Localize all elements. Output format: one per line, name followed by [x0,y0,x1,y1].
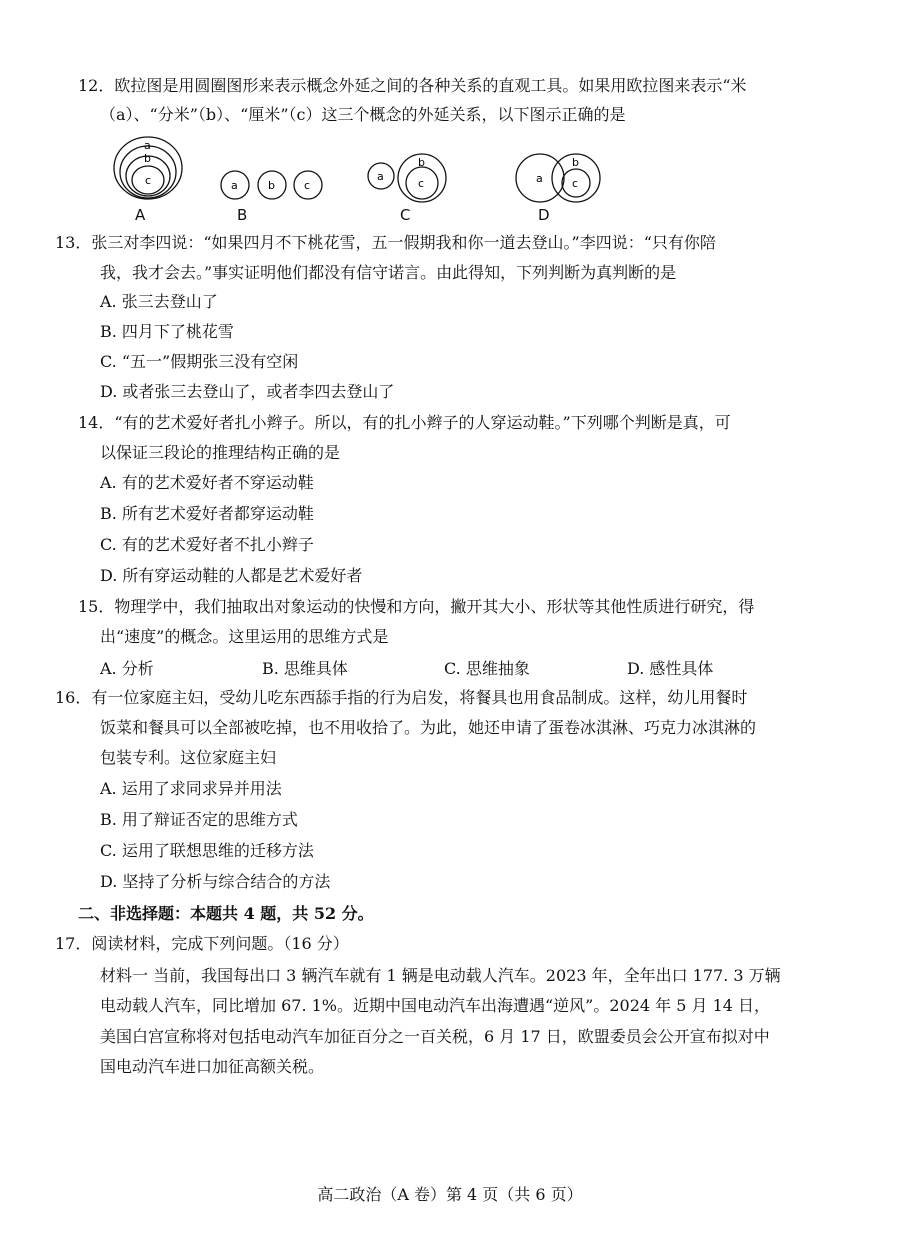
euler-diagram-c [366,150,452,204]
svg-text:a: a [231,179,238,192]
q13-stem-line2: 我，我才会去。”事实证明他们都没有信守诺言。由此得知，下列判断为真判断的是 [100,263,677,282]
q16-option-b: B. 用了辩证否定的思维方式 [100,810,298,829]
q15-option-c: C. 思维抽象 [444,659,530,678]
circle-label-a: a [144,139,151,152]
euler-diagram-b [218,168,326,202]
q17-stem: 17．阅读材料，完成下列问题。（16 分） [55,934,349,953]
q13-stem-line1: 13．张三对李四说：“如果四月不下桃花雪，五一假期我和你一道去登山。”李四说：“只有你陪 [55,233,716,252]
circle-label-c: c [145,174,152,187]
q16-option-d: D. 坚持了分析与综合结合的方法 [100,872,331,891]
q17-material1-line4: 国电动汽车进口加征高额关税。 [100,1057,325,1076]
q15-stem-line1: 15．物理学中，我们抽取出对象运动的快慢和方向，撇开其大小、形状等其他性质进行研究，得 [78,597,755,616]
q12-stem-line2: （a）、“分米”（b）、“厘米”（c）这三个概念的外延关系，以下图示正确的是 [100,105,626,124]
q16-stem-line2: 饭菜和餐具可以全部被吃掉，也不用收拾了。为此，她还申请了蛋卷冰淇淋、巧克力冰淇淋的 [100,718,757,737]
q17-material1-line3: 美国白宫宣称将对包括电动汽车加征百分之一百关税，6 月 17 日，欧盟委员会公开宣布拟对中 [100,1027,770,1046]
q15-option-a: A. 分析 [100,659,154,678]
q13-option-c: C. “五一”假期张三没有空闲 [100,352,299,371]
q14-option-a: A. 有的艺术爱好者不穿运动鞋 [100,473,314,492]
euler-diagram-a [108,132,188,204]
q14-option-c: C. 有的艺术爱好者不扎小辫子 [100,535,314,554]
svg-text:c: c [304,179,311,192]
q16-stem-line3: 包装专利。这位家庭主妇 [100,748,277,767]
svg-text:a: a [536,172,543,185]
diagram-label-d: D [538,206,550,224]
circle-label-b: b [144,152,151,165]
page-footer: 高二政治（A 卷）第 4 页（共 6 页） [317,1185,583,1204]
q12-stem-line1: 12．欧拉图是用圆圈图形来表示概念外延之间的各种关系的直观工具。如果用欧拉图来表示“米 [78,76,747,95]
q17-material1-line2: 电动载人汽车，同比增加 67. 1%。近期中国电动汽车出海遭遇“逆风”。2024 年 5 月 14 日， [100,996,771,1015]
q14-option-d: D. 所有穿运动鞋的人都是艺术爱好者 [100,566,363,585]
svg-text:b: b [572,156,579,169]
q13-option-b: B. 四月下了桃花雪 [100,322,234,341]
svg-text:b: b [418,156,425,169]
euler-diagram-d [514,150,606,206]
q16-stem-line1: 16．有一位家庭主妇，受幼儿吃东西舔手指的行为启发，将餐具也用食品制成。这样，幼儿用餐时 [55,688,748,707]
diagram-label-a: A [135,206,146,224]
svg-text:a: a [377,170,384,183]
svg-text:b: b [268,179,275,192]
q17-material1-line1: 材料一 当前，我国每出口 3 辆汽车就有 1 辆是电动载人汽车。2023 年，全年出口 177. 3 万辆 [100,966,781,985]
diagram-label-c: C [400,206,411,224]
q14-option-b: B. 所有艺术爱好者都穿运动鞋 [100,504,314,523]
diagram-label-b: B [237,206,248,224]
q14-stem-line1: 14．“有的艺术爱好者扎小辫子。所以，有的扎小辫子的人穿运动鞋。”下列哪个判断是真，可 [78,413,731,432]
q15-option-d: D. 感性具体 [627,659,714,678]
svg-text:c: c [418,177,425,190]
q16-option-c: C. 运用了联想思维的迁移方法 [100,841,314,860]
q16-option-a: A. 运用了求同求异并用法 [100,779,282,798]
q13-option-a: A. 张三去登山了 [100,292,218,311]
section-heading: 二、非选择题：本题共 4 题，共 52 分。 [78,904,374,923]
svg-text:c: c [572,177,579,190]
q14-stem-line2: 以保证三段论的推理结构正确的是 [100,443,341,462]
q15-option-b: B. 思维具体 [262,659,348,678]
q13-option-d: D. 或者张三去登山了，或者李四去登山了 [100,382,395,401]
q15-stem-line2: 出“速度”的概念。这里运用的思维方式是 [100,627,389,646]
